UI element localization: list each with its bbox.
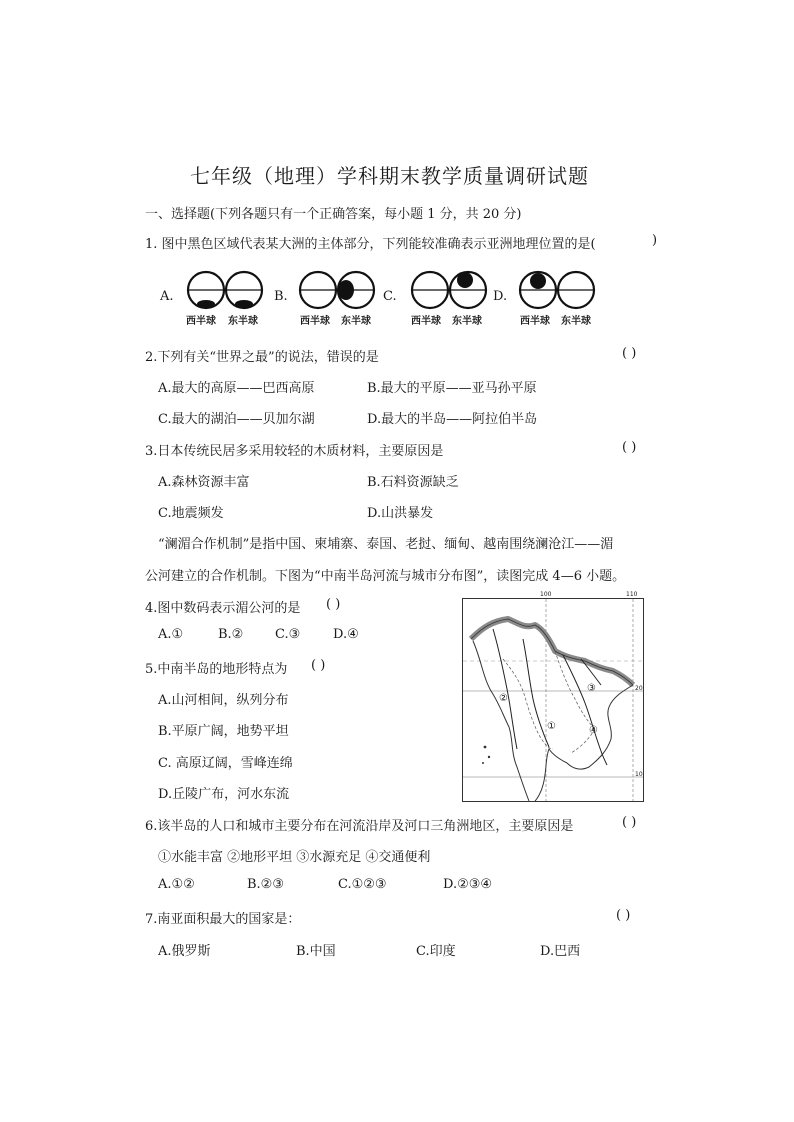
passage-line-1: “澜湄合作机制”是指中国、柬埔寨、泰国、老挝、缅甸、越南围绕澜沧江——湄: [158, 537, 614, 552]
west-hemisphere-label: 西半球: [411, 316, 441, 327]
page-title: 七年级（地理）学科期末教学质量调研试题: [190, 164, 589, 188]
q5-option-a: A.山河相间，纵列分布: [158, 693, 289, 708]
q6-option-a: A.①②: [158, 877, 195, 892]
q7-option-b: B.中国: [296, 944, 336, 959]
continent-shape: [197, 300, 215, 308]
q2-option-a: A.最大的高原——巴西高原: [158, 381, 315, 396]
q4-option-a: A.①: [158, 627, 184, 642]
q1-option-d-letter: D.: [493, 289, 508, 304]
q1-stem: 1. 图中黑色区域代表某大洲的主体部分，下列能较准确表示亚洲地理位置的是(: [145, 237, 596, 252]
passage-line-2: 公河建立的合作机制。下图为“中南半岛河流与城市分布图”，读图完成 4—6 小题。: [145, 569, 626, 584]
section-heading: 一、选择题(下列各题只有一个正确答案，每小题 1 分，共 20 分): [145, 207, 522, 222]
q1-option-c-letter: C.: [383, 289, 397, 304]
latitude-label-20: 20: [635, 685, 643, 692]
east-hemisphere-label: 东半球: [561, 316, 591, 327]
q2-option-c: C.最大的湖泊——贝加尔湖: [158, 412, 315, 427]
q2-stem: 2.下列有关“世界之最”的说法，错误的是: [145, 350, 379, 365]
q7-answer-paren: ( ): [616, 908, 631, 923]
longitude-label-100: 100: [540, 591, 552, 598]
q6-option-c: C.①②③: [338, 877, 387, 892]
q3-answer-paren: ( ): [622, 440, 637, 455]
indochina-map: [462, 591, 644, 802]
q6-option-b: B.②③: [247, 877, 284, 892]
continent-shape: [457, 272, 473, 288]
east-hemisphere-label: 东半球: [452, 316, 482, 327]
q3-option-a: A.森林资源丰富: [158, 475, 250, 490]
q1-paren: ): [652, 233, 658, 248]
q1-option-c-hemispheres: [410, 270, 490, 312]
continent-shape: [530, 273, 546, 289]
q6-reasons: ①水能丰富 ②地形平坦 ③水源充足 ④交通便利: [158, 850, 431, 865]
q1-option-a-letter: A.: [160, 289, 174, 304]
q3-option-c: C.地震频发: [158, 506, 224, 521]
east-hemisphere-label: 东半球: [228, 316, 258, 327]
q1-option-b-hemispheres: [298, 270, 378, 312]
q2-option-d: D.最大的半岛——阿拉伯半岛: [367, 412, 538, 427]
q5-answer-paren: ( ): [311, 658, 326, 673]
q1-option-a-hemispheres: [186, 270, 266, 312]
q1-option-b-letter: B.: [274, 289, 288, 304]
q2-answer-paren: ( ): [622, 346, 637, 361]
q4-stem: 4.图中数码表示湄公河的是: [145, 601, 301, 616]
q2-option-b: B.最大的平原——亚马孙平原: [367, 381, 537, 396]
west-hemisphere-label: 西半球: [300, 316, 330, 327]
latitude-label-10: 10: [635, 771, 643, 778]
q6-option-d: D.②③④: [443, 877, 493, 892]
west-hemisphere-label: 西半球: [520, 316, 550, 327]
map-marker-2: ②: [499, 693, 508, 704]
q6-stem: 6.该半岛的人口和城市主要分布在河流沿岸及河口三角洲地区，主要原因是: [145, 819, 574, 834]
q5-option-d: D.丘陵广布，河水东流: [158, 787, 290, 802]
q5-stem: 5.中南半岛的地形特点为: [145, 662, 288, 677]
q4-answer-paren: ( ): [326, 597, 341, 612]
map-marker-4: ④: [589, 725, 598, 736]
east-hemisphere-label: 东半球: [341, 316, 371, 327]
q7-stem: 7.南亚面积最大的国家是：: [145, 912, 301, 927]
q4-option-c: C.③: [275, 627, 301, 642]
map-marker-1: ①: [547, 721, 556, 732]
q3-option-b: B.石料资源缺乏: [367, 475, 459, 490]
q3-option-d: D.山洪暴发: [367, 506, 434, 521]
map-marker-3: ③: [587, 683, 596, 694]
q3-stem: 3.日本传统民居多采用较轻的木质材料，主要原因是: [145, 444, 444, 459]
q1-option-d-hemispheres: [518, 270, 598, 312]
q4-option-b: B.②: [218, 627, 244, 642]
west-hemisphere-label: 西半球: [186, 316, 216, 327]
q4-option-d: D.④: [333, 627, 359, 642]
continent-shape: [235, 300, 253, 308]
q5-option-b: B.平原广阔，地势平坦: [158, 724, 289, 739]
continent-shape: [338, 280, 354, 300]
q6-answer-paren: ( ): [622, 815, 637, 830]
q5-option-c: C. 高原辽阔，雪峰连绵: [158, 756, 293, 771]
longitude-label-110: 110: [626, 591, 638, 598]
q7-option-d: D.巴西: [540, 944, 581, 959]
q7-option-c: C.印度: [416, 944, 456, 959]
map-drawing: [463, 599, 643, 801]
q7-option-a: A.俄罗斯: [158, 944, 211, 959]
